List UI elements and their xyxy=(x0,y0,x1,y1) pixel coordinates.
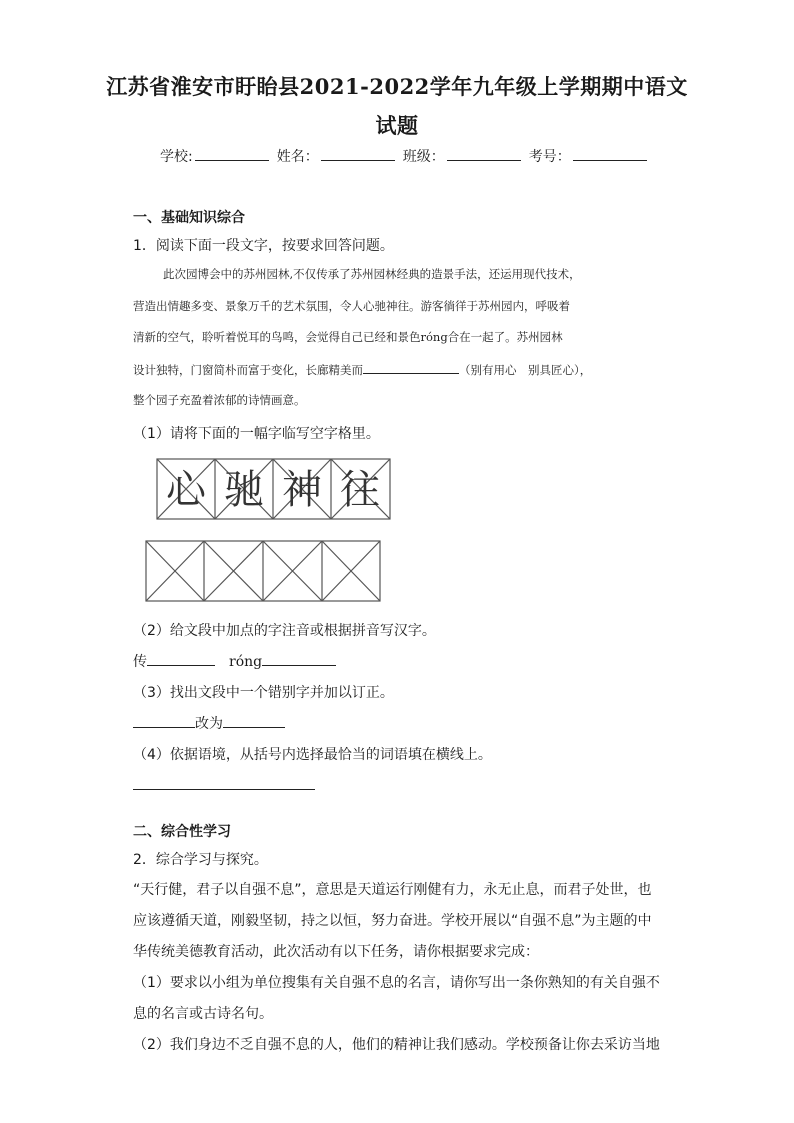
char-chuan: 传 xyxy=(133,654,147,670)
passage-line-2: 营造出情趣多变、景象万千的艺术氛围，令人心驰神往。游客徜徉于苏州园内，呼吸着 xyxy=(133,299,570,313)
model-char-4: 往 xyxy=(340,467,380,513)
section2-line-5: 息的名言或古诗名句。 xyxy=(133,1006,273,1022)
section2-line-1: “天行健，君子以自强不息”，意思是天道运行刚健有力，永无止息，而君子处世，也 xyxy=(133,882,652,898)
sub-question-2: （2）给文段中加点的字注音或根据拼音写汉字。 xyxy=(133,623,436,639)
sub-question-3-answers xyxy=(133,713,285,733)
exam-no-label: 考号： xyxy=(528,149,571,165)
section2-line-3: 华传统美德教育活动，此次活动有以下任务，请你根据要求完成： xyxy=(133,944,539,960)
wrong-char-blank[interactable] xyxy=(133,715,195,728)
model-characters-grid xyxy=(156,458,391,520)
class-blank[interactable] xyxy=(447,146,521,161)
sub-question-3: （3）找出文段中一个错别字并加以订正。 xyxy=(133,685,394,701)
passage-choices: （别有用心 别具匠心）， xyxy=(459,363,592,377)
document-title-line2: 试题 xyxy=(375,113,419,138)
section1-heading: 一、基础知识综合 xyxy=(133,210,245,226)
section2-line-2: 应该遵循天道，刚毅坚韧，持之以恒，努力奋进。学校开展以“自强不息”为主题的中 xyxy=(133,913,652,929)
passage-line-1: 此次园博会中的苏州园林,不仅传承了苏州园林经典的造景手法，还运用现代技术， xyxy=(163,267,581,281)
change-to-label: 改为 xyxy=(195,716,223,732)
model-char-3: 神 xyxy=(282,467,322,513)
student-info-row xyxy=(160,146,655,166)
class-label: 班级： xyxy=(402,149,445,165)
school-blank[interactable] xyxy=(195,146,269,161)
section2-heading: 二、综合性学习 xyxy=(133,824,231,840)
passage-line-4 xyxy=(133,361,673,378)
pinyin-blank-1[interactable] xyxy=(147,653,215,666)
pinyin-rong: róng xyxy=(229,654,263,670)
model-char-2: 驰 xyxy=(224,467,264,513)
passage-line-4-text: 设计独特，门窗简朴而富于变化，长廊精美而 xyxy=(133,363,363,377)
model-char-1: 心 xyxy=(166,467,206,513)
sub-question-1: （1）请将下面的一幅字临写空字格里。 xyxy=(133,426,380,442)
copy-practice-grid[interactable] xyxy=(145,540,381,602)
correct-char-blank[interactable] xyxy=(223,715,285,728)
question-2: 2．综合学习与探究。 xyxy=(133,852,268,868)
name-blank[interactable] xyxy=(321,146,395,161)
section2-line-6: （2）我们身边不乏自强不息的人，他们的精神让我们感动。学校预备让你去采访当地 xyxy=(133,1037,660,1053)
exam-no-blank[interactable] xyxy=(573,146,647,161)
word-choice-blank[interactable] xyxy=(363,361,459,374)
document-title-line1: 江苏省淮安市盱眙县2021-2022学年九年级上学期期中语文 xyxy=(106,74,688,99)
school-label: 学校: xyxy=(160,149,193,165)
question-1: 1．阅读下面一段文字，按要求回答问题。 xyxy=(133,238,394,254)
char-blank-2[interactable] xyxy=(262,653,336,666)
name-label: 姓名： xyxy=(276,149,319,165)
sub-question-4-blank[interactable] xyxy=(133,789,315,790)
sub-question-4: （4）依据语境，从括号内选择最恰当的词语填在横线上。 xyxy=(133,747,492,763)
sub-question-2-answers xyxy=(133,651,336,671)
passage-line-5: 整个园子充盈着浓郁的诗情画意。 xyxy=(133,393,306,407)
passage-line-3: 清新的空气，聆听着悦耳的鸟鸣，会觉得自己已经和景色róng合在一起了。苏州园林 xyxy=(133,330,563,344)
section2-line-4: （1）要求以小组为单位搜集有关自强不息的名言，请你写出一条你熟知的有关自强不 xyxy=(133,975,660,991)
